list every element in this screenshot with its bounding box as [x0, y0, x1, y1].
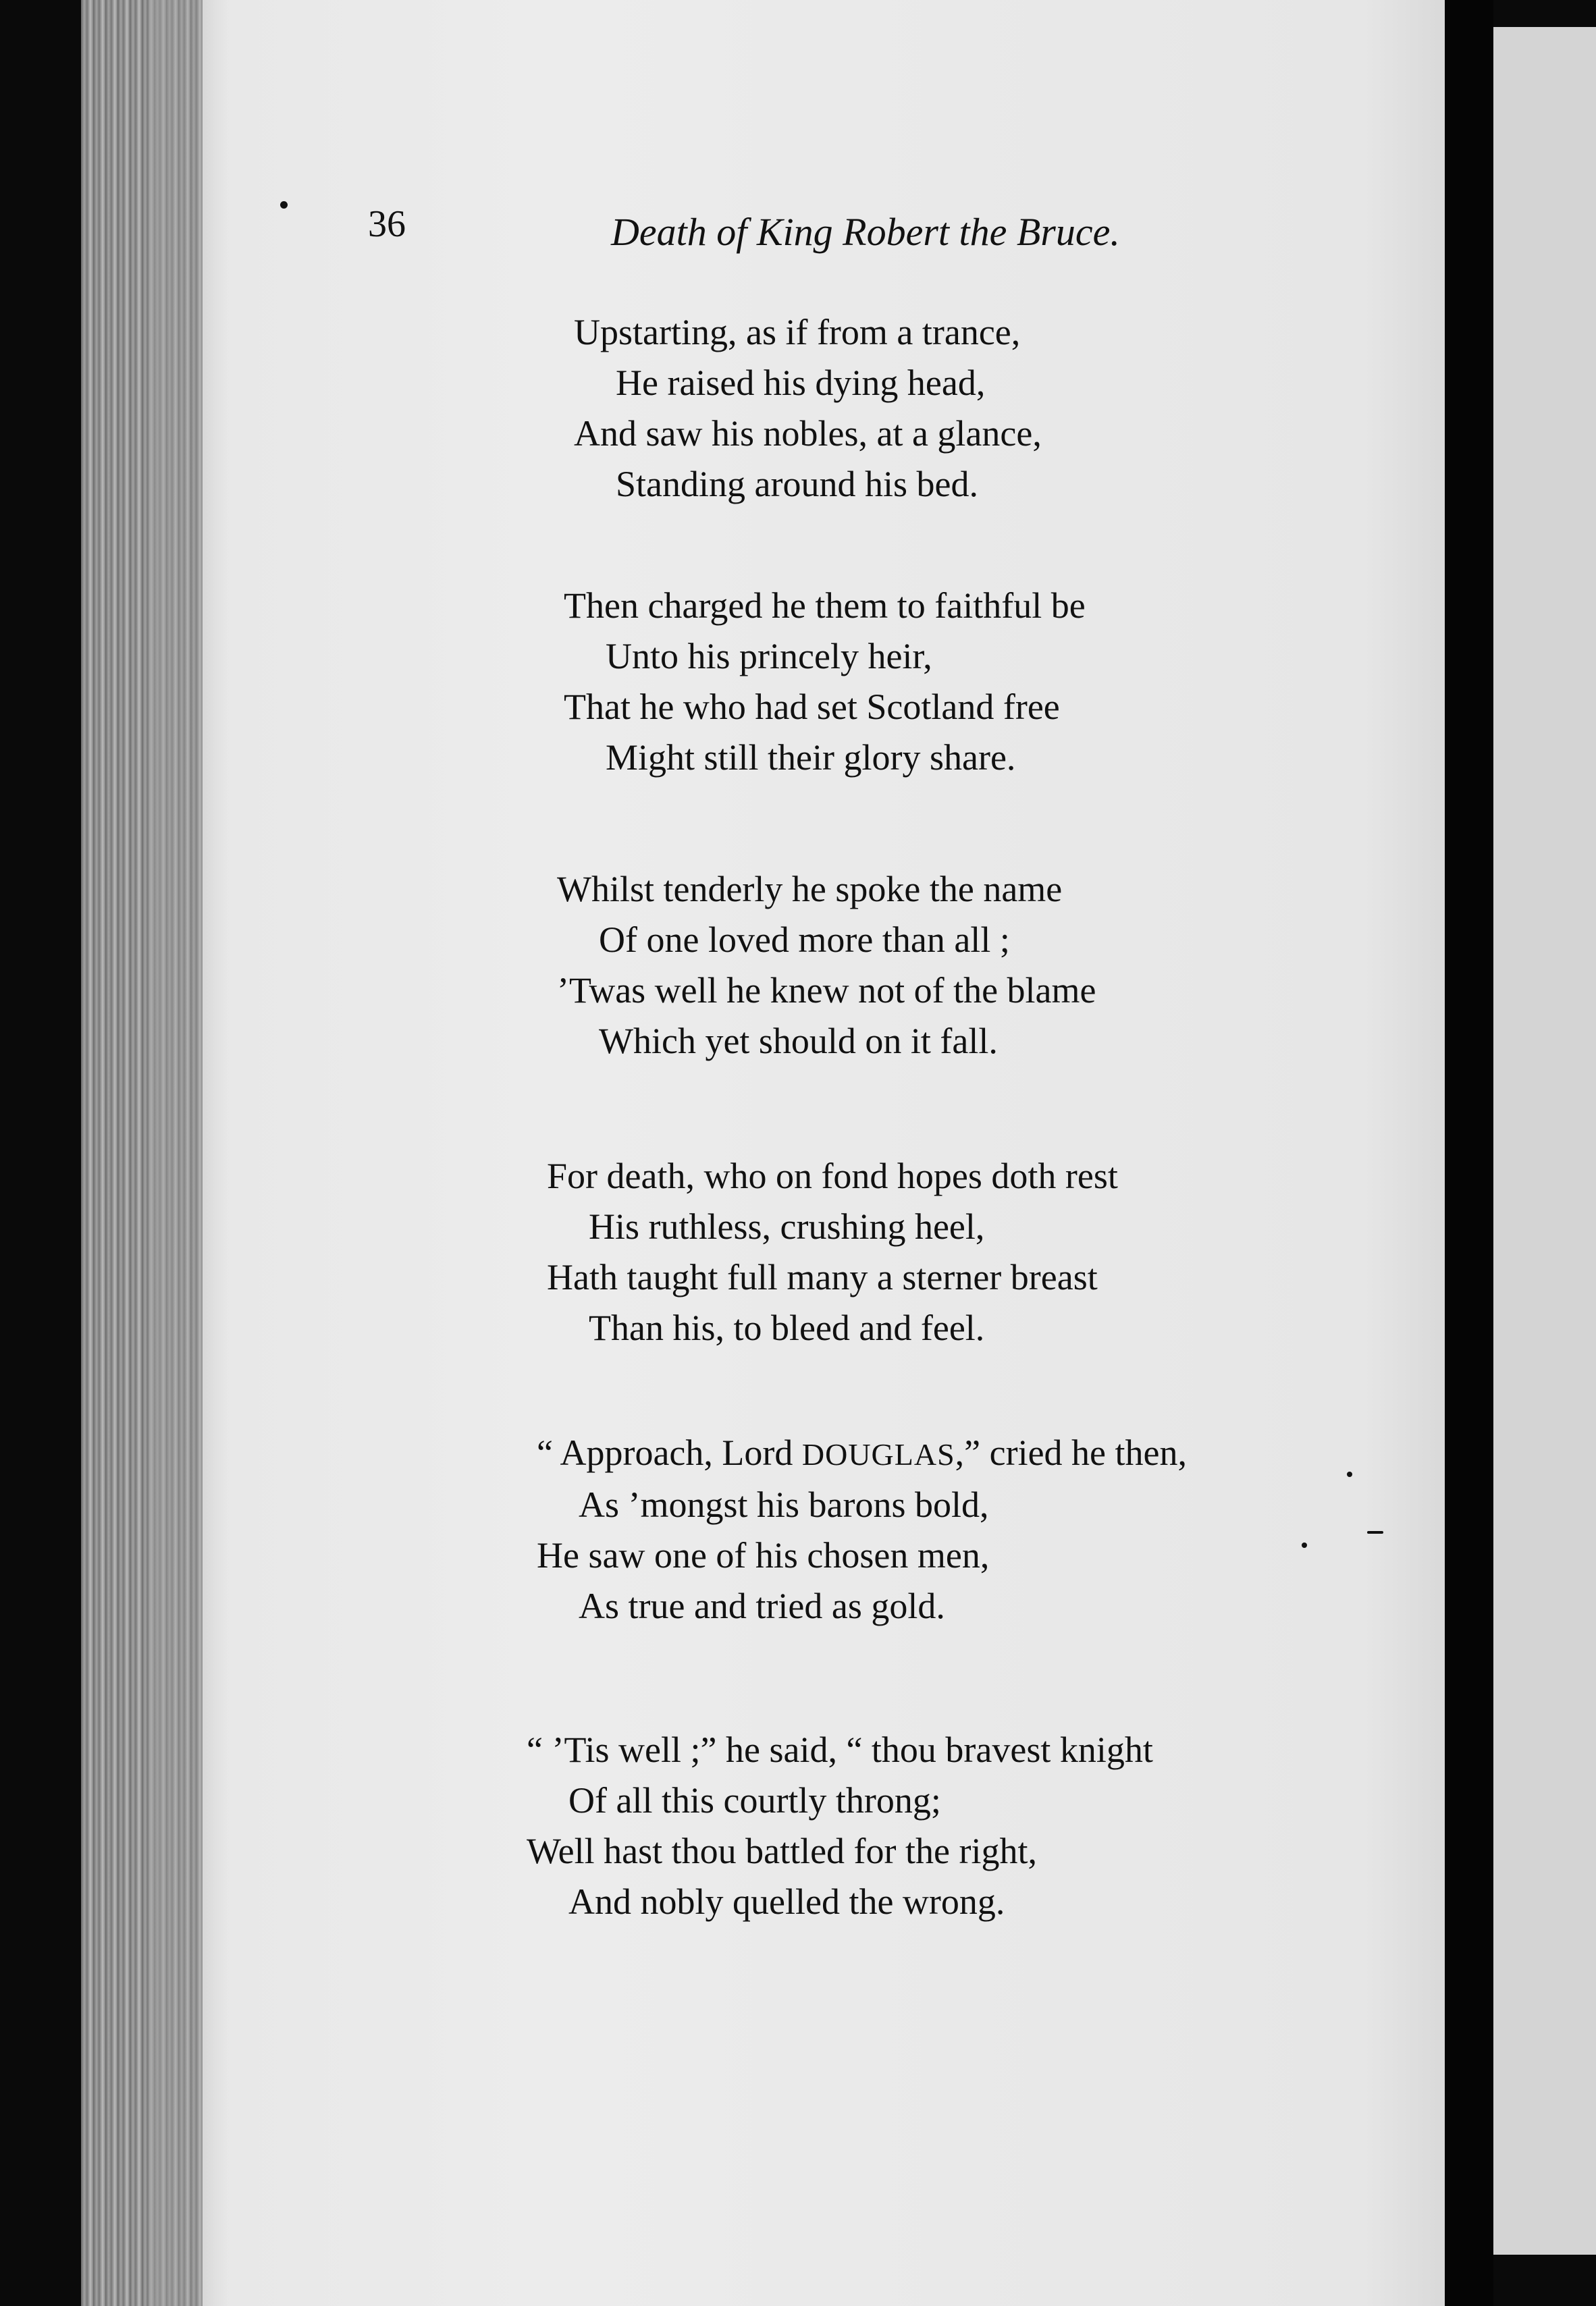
- page-number: 36: [368, 203, 406, 245]
- verse-fragment: “ Approach, Lord: [537, 1432, 802, 1473]
- verse-line: ’Twas well he knew not of the blame: [557, 970, 1096, 1011]
- name-douglas: DOUGLAS: [801, 1437, 955, 1472]
- verse-line: And saw his nobles, at a glance,: [574, 413, 1042, 454]
- verse-line: That he who had set Scotland free: [564, 687, 1060, 727]
- scan-speck: [280, 201, 288, 209]
- verse-line: Of all this courtly throng;: [568, 1780, 941, 1821]
- verse-line: Upstarting, as if from a trance,: [574, 312, 1021, 352]
- verse-line: He saw one of his chosen men,: [537, 1535, 990, 1576]
- next-page-edge: [1493, 27, 1596, 2255]
- verse-line: Which yet should on it fall.: [599, 1021, 998, 1061]
- gutter: [1445, 0, 1493, 2306]
- scan-speck: [1347, 1472, 1352, 1477]
- verse-line: For death, who on fond hopes doth rest: [547, 1156, 1118, 1196]
- page-edge-shadow: [149, 0, 230, 2306]
- stanza-2: [564, 581, 1086, 783]
- scan-speck: [1302, 1543, 1307, 1548]
- stanza-3: [557, 864, 1096, 1067]
- verse-line: Well hast thou battled for the right,: [527, 1831, 1037, 1871]
- verse-line: His ruthless, crushing heel,: [589, 1206, 985, 1247]
- verse-line: “ ’Tis well ;” he said, “ thou bravest knight: [527, 1730, 1153, 1770]
- verse-line: Hath taught full many a sterner breast: [547, 1257, 1098, 1297]
- stanza-6: [527, 1725, 1153, 1927]
- verse-line: Might still their glory share.: [606, 737, 1016, 778]
- stanza-4: [547, 1151, 1118, 1353]
- scan-speck: [1367, 1531, 1383, 1534]
- verse-line: Whilst tenderly he spoke the name: [557, 869, 1063, 909]
- running-head: Death of King Robert the Bruce.: [611, 210, 1120, 254]
- verse-line: Unto his princely heir,: [606, 636, 932, 676]
- verse-line: Than his, to bleed and feel.: [589, 1308, 985, 1348]
- stanza-1: [574, 307, 1042, 510]
- verse-line: As true and tried as gold.: [579, 1586, 945, 1626]
- verse-line: As ’mongst his barons bold,: [579, 1484, 989, 1525]
- verse-line: Standing around his bed.: [616, 464, 978, 504]
- stanza-5: [537, 1428, 1187, 1632]
- verse-line: He raised his dying head,: [616, 363, 986, 403]
- verse-line: [537, 1428, 1187, 1480]
- verse-line: Of one loved more than all ;: [599, 919, 1010, 960]
- verse-fragment: ,” cried he then,: [955, 1432, 1187, 1473]
- verse-line: And nobly quelled the wrong.: [568, 1881, 1005, 1922]
- verse-line: Then charged he them to faithful be: [564, 585, 1086, 626]
